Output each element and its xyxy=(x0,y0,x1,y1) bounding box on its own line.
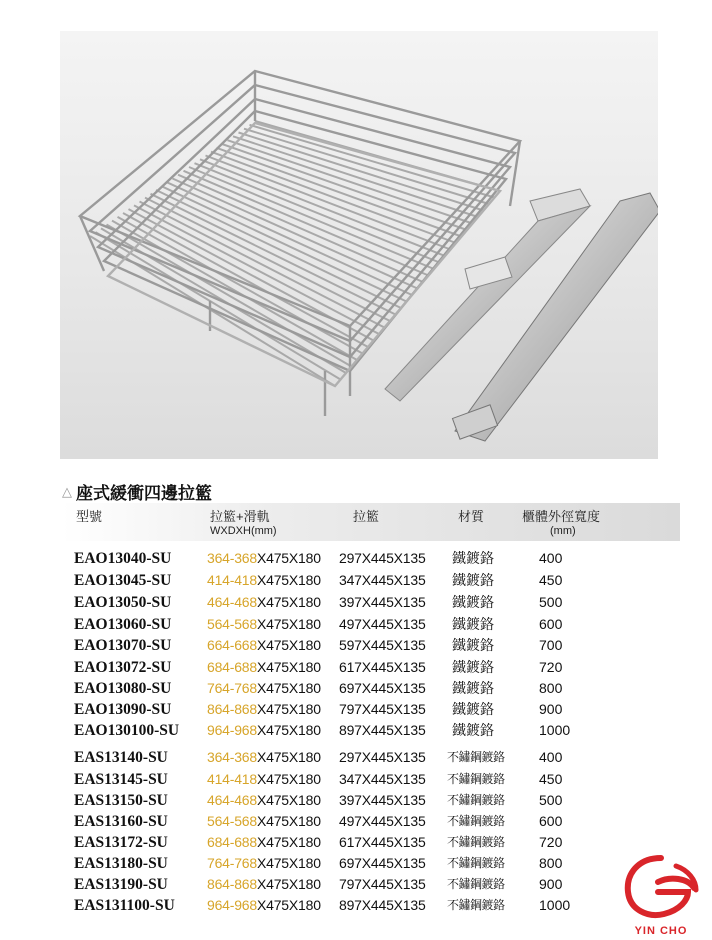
depth-height: X475X180 xyxy=(256,834,321,850)
basket-cell: 497X445X135 xyxy=(339,813,426,829)
width-range: 864-868 xyxy=(207,701,257,717)
material-cell: 不鏽鋼鍍鉻 xyxy=(447,877,505,891)
cabinet-width-cell: 600 xyxy=(539,616,563,632)
model-cell: EAO130100-SU xyxy=(74,722,180,739)
model-cell: EAS13150-SU xyxy=(74,792,168,809)
basket-slide-cell xyxy=(207,853,321,874)
depth-height: X475X180 xyxy=(256,701,321,717)
basket-slide-cell xyxy=(207,720,321,741)
basket-cell: 617X445X135 xyxy=(339,834,426,850)
basket-cell: 797X445X135 xyxy=(339,876,426,892)
cabinet-width-cell: 720 xyxy=(539,834,563,850)
basket-wire xyxy=(96,232,341,379)
material-cell: 鐵鍍鉻 xyxy=(452,722,494,738)
material-cell: 不鏽鋼鍍鉻 xyxy=(447,835,505,849)
product-photo xyxy=(60,31,658,459)
depth-height: X475X180 xyxy=(256,855,321,871)
basket-slide-cell xyxy=(207,699,321,720)
depth-height: X475X180 xyxy=(256,572,321,588)
width-range: 464-468 xyxy=(207,594,257,610)
depth-height: X475X180 xyxy=(256,680,321,696)
cabinet-width-cell: 500 xyxy=(539,594,563,610)
cabinet-width-cell: 450 xyxy=(539,572,563,588)
material-cell: 不鏽鋼鍍鉻 xyxy=(447,856,505,870)
width-range: 664-668 xyxy=(207,637,257,653)
table-header xyxy=(62,503,680,541)
header-material: 材質 xyxy=(458,509,485,524)
basket-cell: 497X445X135 xyxy=(339,616,426,632)
basket-slide-cell xyxy=(207,548,321,569)
triangle-icon: △ xyxy=(62,483,72,499)
basket-cell: 897X445X135 xyxy=(339,722,426,738)
basket-slide-cell xyxy=(207,657,321,678)
depth-height: X475X180 xyxy=(256,594,321,610)
model-cell: EAO13045-SU xyxy=(74,572,172,589)
cabinet-width-cell: 720 xyxy=(539,659,563,675)
depth-height: X475X180 xyxy=(256,771,321,787)
wire-basket-and-slides-illustration xyxy=(60,31,658,459)
basket-cell: 397X445X135 xyxy=(339,792,426,808)
material-cell: 鐵鍍鉻 xyxy=(452,659,494,675)
width-range: 764-768 xyxy=(207,680,257,696)
cabinet-width-cell: 800 xyxy=(539,855,563,871)
model-cell: EAS13180-SU xyxy=(74,855,168,872)
material-cell: 不鏽鋼鍍鉻 xyxy=(447,793,505,807)
cabinet-width-cell: 400 xyxy=(539,749,563,765)
model-cell: EAS13145-SU xyxy=(74,771,168,788)
depth-height: X475X180 xyxy=(256,876,321,892)
width-range: 684-688 xyxy=(207,659,257,675)
depth-height: X475X180 xyxy=(256,897,321,913)
width-range: 964-968 xyxy=(207,722,257,738)
basket-wire xyxy=(178,175,423,282)
width-range: 684-688 xyxy=(207,834,257,850)
material-cell: 鐵鍍鉻 xyxy=(452,572,494,588)
model-cell: EAS13190-SU xyxy=(74,876,168,893)
product-title-text: 座式緩衝四邊拉籃 xyxy=(76,484,212,503)
basket-slide-cell xyxy=(207,769,321,790)
basket-cell: 697X445X135 xyxy=(339,855,426,871)
material-cell: 鐵鍍鉻 xyxy=(452,594,494,610)
material-cell: 鐵鍍鉻 xyxy=(452,701,494,717)
model-cell: EAS131100-SU xyxy=(74,897,175,914)
model-cell: EAO13090-SU xyxy=(74,701,172,718)
basket-slide-cell xyxy=(207,614,321,635)
depth-height: X475X180 xyxy=(256,749,321,765)
width-range: 864-868 xyxy=(207,876,257,892)
basket-slide-cell xyxy=(207,790,321,811)
width-range: 414-418 xyxy=(207,771,257,787)
basket-wire xyxy=(107,225,352,367)
width-range: 564-568 xyxy=(207,813,257,829)
basket-slide-cell xyxy=(207,592,321,613)
depth-height: X475X180 xyxy=(256,722,321,738)
basket-slide-cell xyxy=(207,570,321,591)
basket-cell: 897X445X135 xyxy=(339,897,426,913)
basket-wire xyxy=(239,133,484,211)
basket-slide-cell xyxy=(207,895,321,916)
material-cell: 鐵鍍鉻 xyxy=(452,637,494,653)
product-title xyxy=(62,479,212,504)
header-unit-dims: WXDXH(mm) xyxy=(210,525,277,537)
basket-slide-cell xyxy=(207,635,321,656)
model-cell: EAO13050-SU xyxy=(74,594,172,611)
basket-cell: 617X445X135 xyxy=(339,659,426,675)
basket-cell: 347X445X135 xyxy=(339,572,426,588)
material-cell: 不鏽鋼鍍鉻 xyxy=(447,814,505,828)
cabinet-width-cell: 600 xyxy=(539,813,563,829)
cabinet-width-cell: 700 xyxy=(539,637,563,653)
header-basket: 拉籃 xyxy=(353,509,380,524)
cabinet-width-cell: 800 xyxy=(539,680,563,696)
material-cell: 鐵鍍鉻 xyxy=(452,616,494,632)
logo-text: YIN CHO xyxy=(634,925,688,937)
header-model: 型號 xyxy=(76,509,103,524)
material-cell: 鐵鍍鉻 xyxy=(452,680,494,696)
model-cell: EAO13060-SU xyxy=(74,616,172,633)
width-range: 564-568 xyxy=(207,616,257,632)
depth-height: X475X180 xyxy=(256,813,321,829)
model-cell: EAO13040-SU xyxy=(74,550,172,567)
header-unit-mm: (mm) xyxy=(550,525,576,537)
cabinet-width-cell: 1000 xyxy=(539,897,571,913)
basket-slide-cell xyxy=(207,747,321,768)
material-cell: 不鏽鋼鍍鉻 xyxy=(447,750,505,764)
basket-slide-cell xyxy=(207,832,321,853)
model-cell: EAO13080-SU xyxy=(74,680,172,697)
cabinet-width-cell: 900 xyxy=(539,701,563,717)
width-range: 364-368 xyxy=(207,550,257,566)
basket-wire xyxy=(112,221,357,360)
depth-height: X475X180 xyxy=(256,637,321,653)
model-cell: EAS13172-SU xyxy=(74,834,168,851)
basket-cell: 597X445X135 xyxy=(339,637,426,653)
material-cell: 不鏽鋼鍍鉻 xyxy=(447,898,505,912)
yin-cho-logo xyxy=(618,852,704,938)
basket-cell: 397X445X135 xyxy=(339,594,426,610)
cabinet-width-cell: 400 xyxy=(539,550,563,566)
cabinet-width-cell: 450 xyxy=(539,771,563,787)
basket-slide-cell xyxy=(207,678,321,699)
header-cabinet-width: 櫃體外徑寬度 xyxy=(522,509,601,524)
basket-wire xyxy=(173,179,418,289)
cabinet-width-cell: 500 xyxy=(539,792,563,808)
basket-cell: 297X445X135 xyxy=(339,550,426,566)
header-basket-slide: 拉籃+滑軌 xyxy=(210,509,270,524)
material-cell: 鐵鍍鉻 xyxy=(452,550,494,566)
depth-height: X475X180 xyxy=(256,616,321,632)
width-range: 764-768 xyxy=(207,855,257,871)
cabinet-width-cell: 900 xyxy=(539,876,563,892)
depth-height: X475X180 xyxy=(256,659,321,675)
width-range: 964-968 xyxy=(207,897,257,913)
model-cell: EAO13070-SU xyxy=(74,637,172,654)
model-cell: EAS13140-SU xyxy=(74,749,168,766)
material-cell: 不鏽鋼鍍鉻 xyxy=(447,772,505,786)
basket-cell: 347X445X135 xyxy=(339,771,426,787)
model-cell: EAS13160-SU xyxy=(74,813,168,830)
basket-cell: 297X445X135 xyxy=(339,749,426,765)
basket-cell: 697X445X135 xyxy=(339,680,426,696)
basket-slide-cell xyxy=(207,874,321,895)
width-range: 464-468 xyxy=(207,792,257,808)
depth-height: X475X180 xyxy=(256,792,321,808)
depth-height: X475X180 xyxy=(256,550,321,566)
model-cell: EAO13072-SU xyxy=(74,659,172,676)
width-range: 364-368 xyxy=(207,749,257,765)
cabinet-width-cell: 1000 xyxy=(539,722,571,738)
basket-cell: 797X445X135 xyxy=(339,701,426,717)
basket-slide-cell xyxy=(207,811,321,832)
width-range: 414-418 xyxy=(207,572,257,588)
